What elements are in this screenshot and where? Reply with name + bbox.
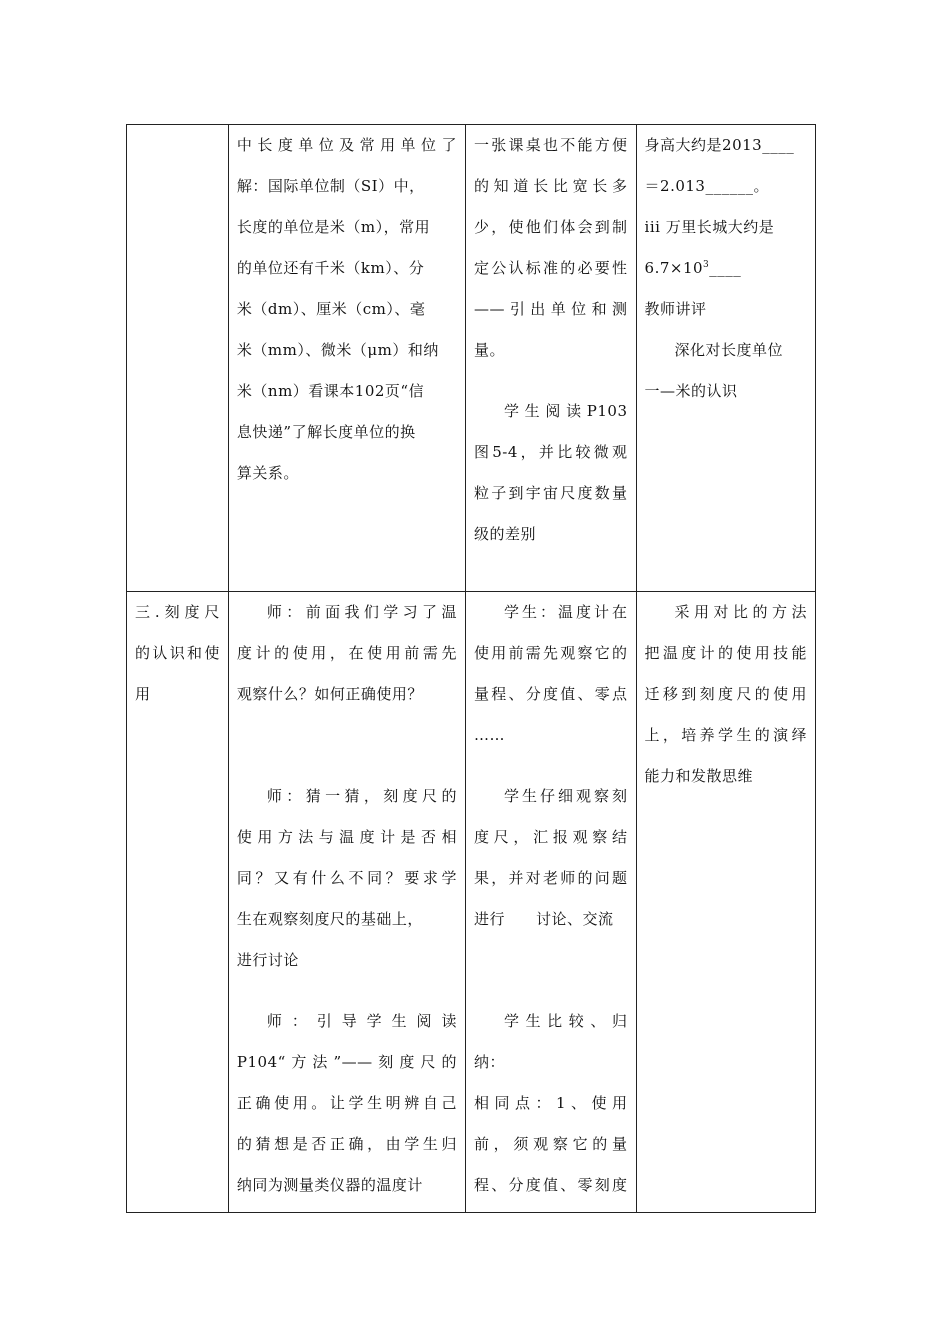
student-activity-cell	[465, 125, 636, 592]
text-line: 学生：温度计在	[503, 603, 628, 621]
lesson-plan-table	[126, 124, 816, 1213]
text-line: 的猜想是否正确，由学生归	[236, 1135, 457, 1153]
text-line: ……	[473, 726, 505, 744]
text-line: 教师讲评	[644, 300, 707, 318]
text-line	[645, 248, 807, 289]
text-line: 米（dm）、厘米（cm）、毫	[236, 300, 426, 318]
text-line: 正确使用。让学生明辨自己	[236, 1094, 457, 1112]
text-line: 采用对比的方法	[674, 603, 807, 621]
text-line: 上，培养学生的演绎	[644, 726, 807, 744]
stage-cell	[127, 125, 229, 592]
text-line: 纳：	[473, 1053, 505, 1071]
text-line: 果，并对老师的问题	[473, 869, 628, 887]
text-line: 的认识和使	[135, 644, 220, 662]
text-line: 观察什么？如何正确使用？	[236, 685, 423, 703]
student-activity-cell	[465, 592, 636, 1213]
teacher-activity-cell	[228, 125, 465, 592]
text-line: 粒子到宇宙尺度数量	[473, 484, 628, 502]
text-line: 量。	[473, 341, 505, 359]
text-line: 一张课桌也不能方便	[473, 136, 628, 154]
text-line: 定公认标准的必要性	[473, 259, 628, 277]
text-line: 能力和发散思维	[644, 767, 754, 785]
text-line: 相同点：1、使用	[473, 1094, 628, 1112]
text-line: 把温度计的使用技能	[644, 644, 807, 662]
text-line: 纳同为测量类仪器的温度计	[236, 1176, 423, 1194]
text-line: 用	[135, 685, 151, 703]
text-line: 的知道长比宽长多	[473, 177, 628, 195]
text-line: 中长度单位及常用单位了	[236, 136, 457, 154]
text-line: iii 万里长城大约是	[644, 218, 775, 236]
text-line: 级的差别	[473, 525, 536, 543]
text-fragment: 6.7×10	[644, 259, 704, 277]
text-line: 三.刻度尺	[135, 603, 220, 621]
table-row	[127, 592, 816, 1213]
text-line: 师：前面我们学习了温	[266, 603, 457, 621]
text-line: 进行 讨论、交流	[473, 910, 614, 928]
text-line: 师：猜一猜，刻度尺的	[266, 787, 457, 805]
text-line: 度尺，汇报观察结	[473, 828, 628, 846]
text-line: 学生阅读P103	[503, 402, 628, 420]
text-fragment: ____	[709, 259, 742, 277]
text-line: 迁移到刻度尺的使用	[644, 685, 807, 703]
text-line: 一—米的认识	[644, 382, 738, 400]
text-line: 米（nm）看课本102页“信	[236, 382, 425, 400]
text-line: 量程、分度值、零点	[473, 685, 628, 703]
superscript: 3	[703, 260, 710, 270]
text-line: 师：引导学生阅读	[266, 1012, 457, 1030]
text-line: 深化对长度单位	[674, 341, 784, 359]
text-line: 进行讨论	[236, 951, 299, 969]
text-line: 学生仔细观察刻	[503, 787, 628, 805]
text-line: ——引出单位和测	[473, 300, 628, 318]
text-line: P104“方法”——刻度尺的	[236, 1053, 457, 1071]
text-line: ＝2.013______。	[644, 177, 769, 195]
text-line: 学生比较、归	[503, 1012, 628, 1030]
text-line: 同？又有什么不同？要求学	[236, 869, 457, 887]
text-line: 度计的使用，在使用前需先	[236, 644, 457, 662]
table-row	[127, 125, 816, 592]
text-line: 程、分度值、零刻度	[473, 1176, 628, 1194]
text-line: 图5-4，并比较微观	[473, 443, 628, 461]
teacher-activity-cell	[228, 592, 465, 1213]
text-line: 前，须观察它的量	[473, 1135, 628, 1153]
text-line: 使用方法与温度计是否相	[236, 828, 457, 846]
design-intent-cell	[636, 125, 815, 592]
text-line: 使用前需先观察它的	[473, 644, 628, 662]
design-intent-cell	[636, 592, 815, 1213]
text-line: 解：国际单位制（SI）中，	[236, 177, 425, 195]
text-line: 息快递”了解长度单位的换	[236, 423, 416, 441]
text-line: 米（mm）、微米（μm）和纳	[236, 341, 439, 359]
text-line: 长度的单位是米（m），常用	[236, 218, 431, 236]
stage-cell	[127, 592, 229, 1213]
text-line: 生在观察刻度尺的基础上，	[236, 910, 423, 928]
text-line: 身高大约是2013____	[644, 136, 795, 154]
text-line: 的单位还有千米（km）、分	[236, 259, 425, 277]
text-line: 算关系。	[236, 464, 299, 482]
text-line: 少，使他们体会到制	[473, 218, 628, 236]
